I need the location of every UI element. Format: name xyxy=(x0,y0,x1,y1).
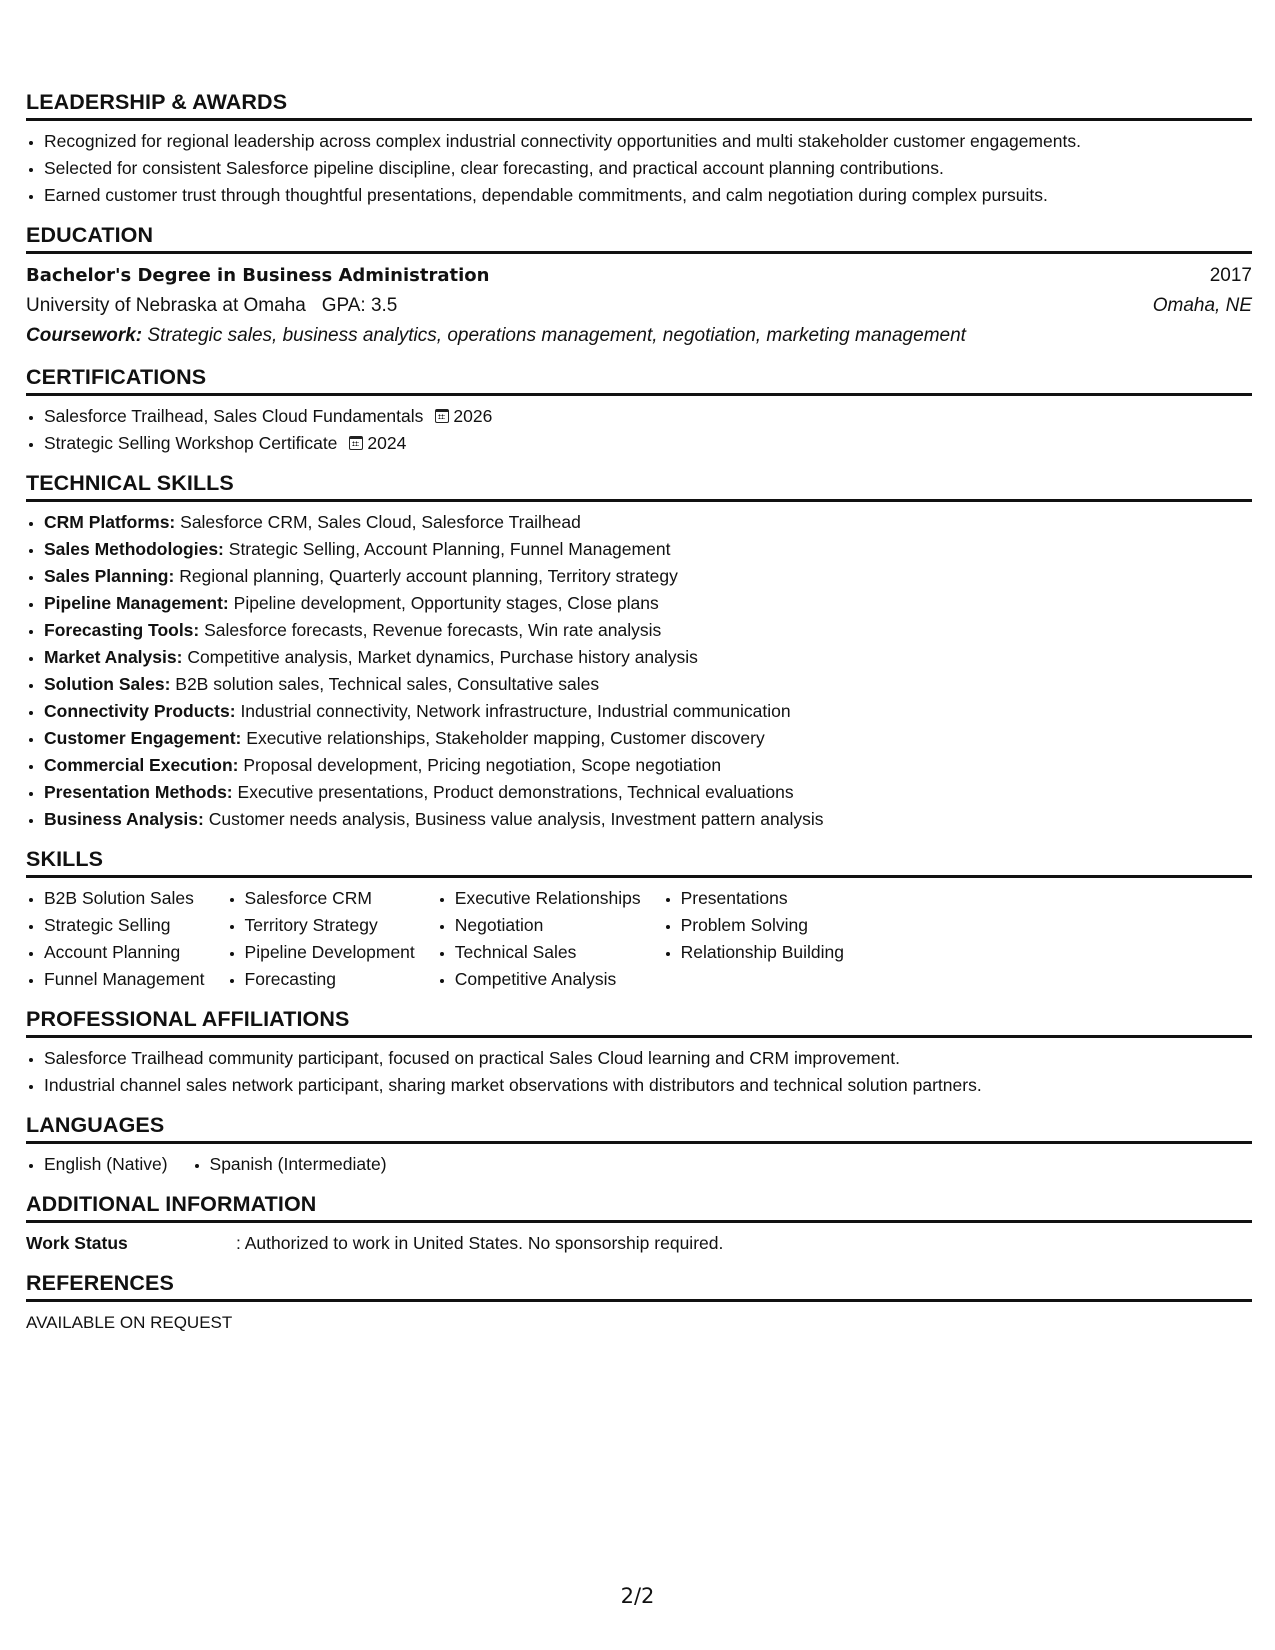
list-item: • Competitive Analysis xyxy=(455,966,641,993)
section-title: EDUCATION xyxy=(26,223,1252,254)
certifications-list xyxy=(26,403,1252,457)
skill-value: Pipeline development, Opportunity stages, Close plans xyxy=(233,593,659,613)
school-line xyxy=(26,291,397,321)
section-title: PROFESSIONAL AFFILIATIONS xyxy=(26,1007,1252,1038)
calendar-icon xyxy=(435,409,449,423)
section-title: ADDITIONAL INFORMATION xyxy=(26,1192,1252,1223)
skill-value: Strategic Selling, Account Planning, Funnel Management xyxy=(228,539,671,559)
additional-info-section xyxy=(26,1192,1252,1257)
list-item: • B2B Solution Sales xyxy=(44,885,205,912)
languages-list xyxy=(26,1151,1252,1178)
list-item xyxy=(44,617,1252,644)
section-title: TECHNICAL SKILLS xyxy=(26,471,1252,502)
certifications-section xyxy=(26,365,1252,457)
section-title: SKILLS xyxy=(26,847,1252,878)
references-section xyxy=(26,1271,1252,1336)
skill-label: Sales Planning: xyxy=(44,566,175,586)
section-title: REFERENCES xyxy=(26,1271,1252,1302)
skills-column xyxy=(26,885,205,993)
list-item: • Funnel Management xyxy=(44,966,205,993)
list-item: • Forecasting xyxy=(245,966,415,993)
list-item: • Territory Strategy xyxy=(245,912,415,939)
skill-label: Customer Engagement: xyxy=(44,728,242,748)
skills-section xyxy=(26,847,1252,993)
coursework-label: Coursework: xyxy=(26,325,143,346)
skill-value: Customer needs analysis, Business value analysis, Investment pattern analysis xyxy=(208,809,824,829)
skill-value: Executive presentations, Product demonstrations, Technical evaluations xyxy=(237,782,794,802)
list-item xyxy=(44,509,1252,536)
list-item xyxy=(44,430,1252,457)
work-status-label: Work Status xyxy=(26,1233,128,1253)
gpa: GPA: 3.5 xyxy=(321,295,398,316)
language-entry xyxy=(26,1151,168,1178)
list-item: • Spanish (Intermediate) xyxy=(210,1151,387,1178)
list-item: • Negotiation xyxy=(455,912,641,939)
technical-skills-section xyxy=(26,471,1252,833)
skill-value: Salesforce CRM, Sales Cloud, Salesforce Trailhead xyxy=(180,512,581,532)
list-item xyxy=(44,644,1252,671)
language-entry xyxy=(192,1151,387,1178)
work-status-row xyxy=(26,1230,1252,1257)
leadership-list xyxy=(26,128,1252,209)
cert-year: 2026 xyxy=(453,406,493,426)
list-item: • Salesforce Trailhead community participant, focused on practical Sales Cloud learning and CRM improvement. xyxy=(44,1045,1252,1072)
cert-name: Strategic Selling Workshop Certificate xyxy=(44,433,338,453)
list-item xyxy=(44,698,1252,725)
graduation-year: 2017 xyxy=(1209,265,1252,286)
list-item xyxy=(44,403,1252,430)
skill-label: Business Analysis: xyxy=(44,809,204,829)
skill-label: Pipeline Management: xyxy=(44,593,229,613)
calendar-icon xyxy=(349,436,363,450)
list-item xyxy=(44,806,1252,833)
skills-column xyxy=(437,885,641,993)
list-item xyxy=(44,563,1252,590)
list-item: • Relationship Building xyxy=(681,939,844,966)
list-item: • Industrial channel sales network participant, sharing market observations with distributors and technical solution partners. xyxy=(44,1072,1252,1099)
skill-value: Industrial connectivity, Network infrastructure, Industrial communication xyxy=(240,701,791,721)
list-item: • Executive Relationships xyxy=(455,885,641,912)
school-location: Omaha, NE xyxy=(1152,295,1252,316)
skill-value: Executive relationships, Stakeholder mapping, Customer discovery xyxy=(246,728,765,748)
skills-column xyxy=(663,885,844,993)
education-degree-row xyxy=(26,261,1252,291)
work-status-value: : Authorized to work in United States. No sponsorship required. xyxy=(236,1233,724,1253)
skill-label: CRM Platforms: xyxy=(44,512,176,532)
list-item: • Strategic Selling xyxy=(44,912,205,939)
skill-label: Forecasting Tools: xyxy=(44,620,200,640)
languages-section xyxy=(26,1113,1252,1178)
cert-name: Salesforce Trailhead, Sales Cloud Fundamentals xyxy=(44,406,424,426)
cert-year: 2024 xyxy=(367,433,407,453)
skill-label: Solution Sales: xyxy=(44,674,171,694)
skill-label: Market Analysis: xyxy=(44,647,183,667)
skill-value: Salesforce forecasts, Revenue forecasts, Win rate analysis xyxy=(204,620,662,640)
list-item xyxy=(44,671,1252,698)
affiliations-list xyxy=(26,1045,1252,1099)
coursework-text: Strategic sales, business analytics, operations management, negotiation, marketing management xyxy=(147,325,966,346)
list-item: • Problem Solving xyxy=(681,912,844,939)
coursework-row xyxy=(26,321,1252,351)
list-item xyxy=(44,779,1252,806)
references-text: AVAILABLE ON REQUEST xyxy=(26,1313,233,1332)
section-title: LEADERSHIP & AWARDS xyxy=(26,90,1252,121)
education-school-row xyxy=(26,291,1252,321)
skill-label: Presentation Methods: xyxy=(44,782,233,802)
leadership-section xyxy=(26,90,1252,209)
skill-label: Sales Methodologies: xyxy=(44,539,224,559)
coursework-line xyxy=(26,321,966,351)
section-title: LANGUAGES xyxy=(26,1113,1252,1144)
list-item xyxy=(44,536,1252,563)
list-item: • Earned customer trust through thoughtful presentations, dependable commitments, and calm negotiation during complex pursuits. xyxy=(44,182,1252,209)
skills-column xyxy=(227,885,415,993)
list-item: • Recognized for regional leadership across complex industrial connectivity opportunities and multi stakeholder customer engagements. xyxy=(44,128,1252,155)
list-item: • Technical Sales xyxy=(455,939,641,966)
technical-skills-list xyxy=(26,509,1252,833)
degree-title: Bachelor's Degree in Business Administration xyxy=(26,265,490,286)
resume-page xyxy=(26,90,1252,1350)
list-item: • Selected for consistent Salesforce pipeline discipline, clear forecasting, and practical account planning contributions. xyxy=(44,155,1252,182)
skill-value: Proposal development, Pricing negotiation, Scope negotiation xyxy=(243,755,722,775)
skills-columns xyxy=(26,885,1252,993)
list-item xyxy=(44,752,1252,779)
section-title: CERTIFICATIONS xyxy=(26,365,1252,396)
skill-label: Commercial Execution: xyxy=(44,755,239,775)
education-section xyxy=(26,223,1252,351)
list-item xyxy=(44,725,1252,752)
skill-value: Regional planning, Quarterly account planning, Territory strategy xyxy=(179,566,678,586)
page-number: 2/2 xyxy=(620,1584,655,1608)
affiliations-section xyxy=(26,1007,1252,1099)
list-item: • Account Planning xyxy=(44,939,205,966)
list-item xyxy=(44,590,1252,617)
skill-value: Competitive analysis, Market dynamics, Purchase history analysis xyxy=(187,647,698,667)
skill-label: Connectivity Products: xyxy=(44,701,236,721)
skill-value: B2B solution sales, Technical sales, Consultative sales xyxy=(175,674,600,694)
school-name: University of Nebraska at Omaha xyxy=(26,295,306,316)
list-item: • Salesforce CRM xyxy=(245,885,415,912)
list-item: • Pipeline Development xyxy=(245,939,415,966)
list-item: • Presentations xyxy=(681,885,844,912)
list-item: • English (Native) xyxy=(44,1151,168,1178)
